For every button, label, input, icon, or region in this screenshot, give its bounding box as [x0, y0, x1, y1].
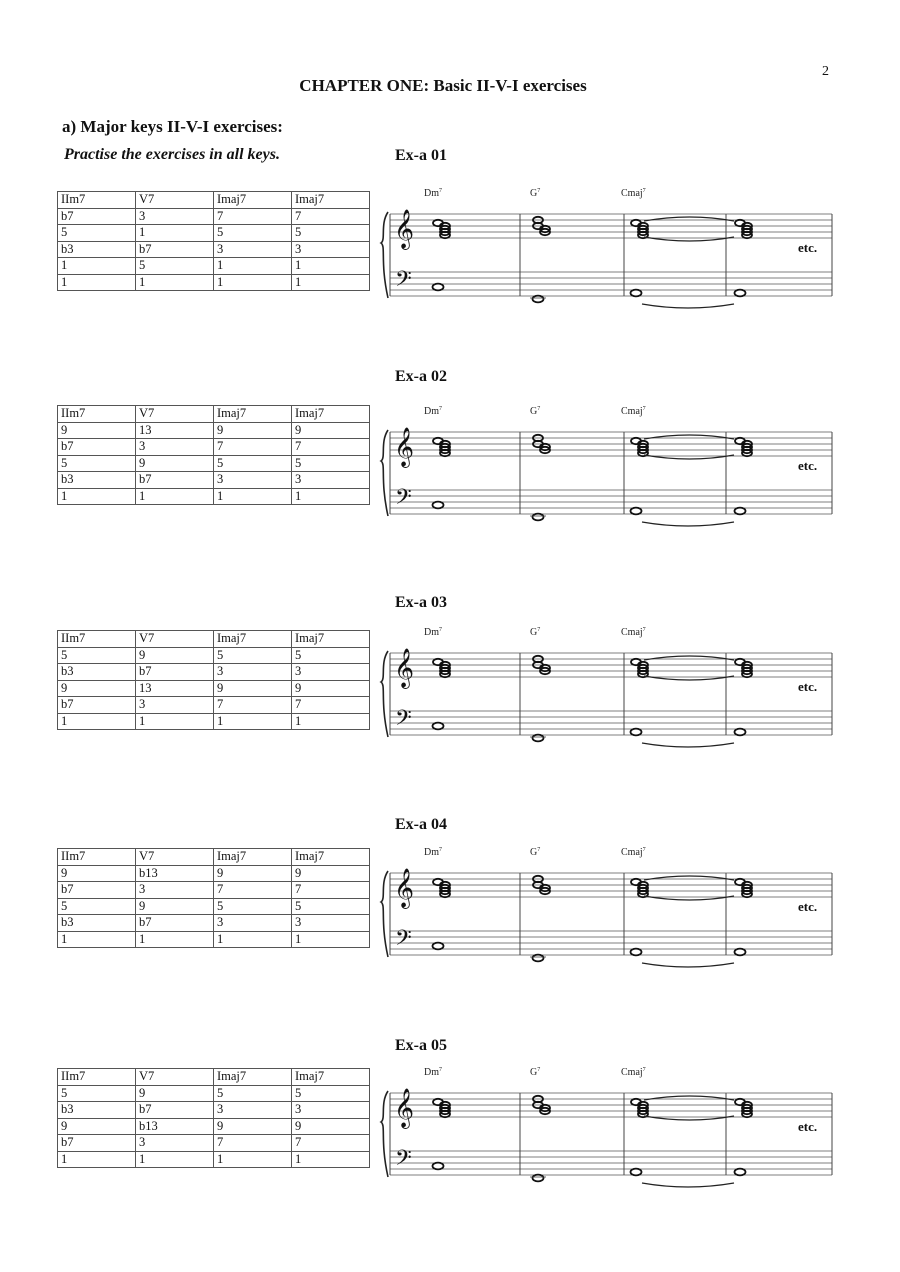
- table-header-cell: IIm7: [58, 1069, 136, 1086]
- staff-lines: [390, 1093, 832, 1175]
- table-cell: 1: [136, 225, 214, 242]
- table-cell: 9: [136, 1085, 214, 1102]
- table-row: [58, 422, 370, 439]
- table-cell: 3: [136, 1135, 214, 1152]
- bass-note: [631, 949, 642, 956]
- table-header-cell: IIm7: [58, 631, 136, 648]
- table-row: [58, 680, 370, 697]
- treble-clef-icon: 𝄞: [394, 648, 415, 688]
- table-cell: 9: [292, 865, 370, 882]
- tie-marks: [642, 435, 734, 526]
- table-cell: 5: [214, 455, 292, 472]
- table-cell: 1: [292, 713, 370, 730]
- chord-notes: [631, 438, 648, 456]
- treble-clef-icon: 𝄞: [394, 209, 415, 249]
- table-cell: 1: [58, 931, 136, 948]
- table-row: [58, 713, 370, 730]
- table-cell: 5: [292, 898, 370, 915]
- table-header-cell: Imaj7: [292, 1069, 370, 1086]
- table-row: [58, 208, 370, 225]
- bass-note: [433, 723, 444, 730]
- table-row: [58, 488, 370, 505]
- chord-notes: [631, 659, 648, 677]
- table-row: [58, 915, 370, 932]
- example-title-5: Ex-a 05: [395, 1037, 447, 1054]
- chord-symbol: Dm$^7$: [424, 1067, 442, 1078]
- table-row: [58, 1102, 370, 1119]
- table-cell: b13: [136, 1118, 214, 1135]
- table-header-row: [58, 406, 370, 423]
- table-cell: 3: [136, 697, 214, 714]
- table-header-cell: IIm7: [58, 849, 136, 866]
- chord-symbol: Dm$^7$: [424, 627, 442, 638]
- table-cell: 13: [136, 422, 214, 439]
- table-cell: 1: [292, 931, 370, 948]
- table-cell: 3: [292, 1102, 370, 1119]
- table-row: [58, 931, 370, 948]
- tie-marks: [642, 1096, 734, 1187]
- bass-note: [631, 729, 642, 736]
- table-cell: b3: [58, 472, 136, 489]
- chord-notes: [433, 1099, 450, 1117]
- table-cell: 3: [214, 241, 292, 258]
- table-header-cell: Imaj7: [292, 192, 370, 209]
- bass-note: [735, 729, 746, 736]
- table-header-row: [58, 849, 370, 866]
- bass-clef-icon: 𝄢: [395, 706, 412, 736]
- etc-label: etc.: [798, 679, 818, 694]
- score-5: [378, 1063, 838, 1193]
- table-cell: 1: [214, 488, 292, 505]
- table-header-cell: Imaj7: [292, 631, 370, 648]
- table-cell: 3: [136, 208, 214, 225]
- chord-symbol: $G^7$: [530, 847, 541, 858]
- table-cell: 5: [292, 1085, 370, 1102]
- table-cell: 9: [136, 898, 214, 915]
- table-cell: b7: [58, 1135, 136, 1152]
- table-cell: 3: [292, 664, 370, 681]
- table-cell: 1: [58, 1151, 136, 1168]
- table-cell: 9: [292, 680, 370, 697]
- bass-note: [533, 514, 544, 521]
- table-header-cell: V7: [136, 192, 214, 209]
- table-cell: 5: [292, 647, 370, 664]
- chord-symbol: Cmaj$^7$: [621, 406, 646, 417]
- chord-symbol: $G^7$: [530, 188, 541, 199]
- treble-clef-icon: 𝄞: [394, 427, 415, 467]
- chord-symbol: Cmaj$^7$: [621, 188, 646, 199]
- table-cell: 5: [292, 225, 370, 242]
- treble-clef-icon: 𝄞: [394, 868, 415, 908]
- chord-notes: [735, 879, 752, 897]
- score-1: [378, 184, 838, 314]
- bass-note: [735, 290, 746, 297]
- table-cell: 7: [214, 697, 292, 714]
- bass-note: [533, 735, 544, 742]
- table-header-cell: IIm7: [58, 192, 136, 209]
- chord-notes: [735, 438, 752, 456]
- bass-note: [533, 955, 544, 962]
- table-cell: 13: [136, 680, 214, 697]
- table-cell: 1: [292, 488, 370, 505]
- table-row: [58, 865, 370, 882]
- table-cell: 5: [58, 898, 136, 915]
- chord-symbol: $G^7$: [530, 406, 541, 417]
- table-cell: b7: [58, 439, 136, 456]
- table-row: [58, 241, 370, 258]
- table-cell: 3: [292, 915, 370, 932]
- table-row: [58, 439, 370, 456]
- table-cell: 3: [214, 472, 292, 489]
- staff-lines: [390, 432, 832, 514]
- table-header-cell: V7: [136, 406, 214, 423]
- score-4: [378, 843, 838, 973]
- table-header-cell: V7: [136, 631, 214, 648]
- bass-note: [433, 1163, 444, 1170]
- table-cell: 3: [136, 882, 214, 899]
- table-cell: 3: [214, 915, 292, 932]
- bass-note: [631, 290, 642, 297]
- table-cell: 1: [58, 258, 136, 275]
- table-cell: b7: [136, 1102, 214, 1119]
- chord-symbol: $G^7$: [530, 627, 541, 638]
- table-cell: 1: [136, 488, 214, 505]
- table-cell: 7: [292, 882, 370, 899]
- table-row: [58, 472, 370, 489]
- instruction-text: Practise the exercises in all keys.: [64, 146, 280, 163]
- table-header-cell: IIm7: [58, 406, 136, 423]
- table-cell: 9: [58, 865, 136, 882]
- table-cell: 9: [136, 647, 214, 664]
- chord-symbol: Cmaj$^7$: [621, 847, 646, 858]
- table-cell: 1: [214, 274, 292, 291]
- bass-note: [735, 949, 746, 956]
- table-cell: b7: [136, 915, 214, 932]
- table-cell: 9: [214, 865, 292, 882]
- chapter-title: CHAPTER ONE: Basic II-V-I exercises: [299, 76, 587, 95]
- chord-symbol: Cmaj$^7$: [621, 1067, 646, 1078]
- table-cell: 5: [214, 647, 292, 664]
- etc-label: etc.: [798, 1119, 818, 1134]
- chord-notes: [631, 879, 648, 897]
- chord-notes: [433, 220, 450, 238]
- bass-note: [533, 1175, 544, 1182]
- bass-note: [433, 284, 444, 291]
- degree-table-1: [57, 191, 370, 291]
- bass-note: [631, 1169, 642, 1176]
- table-header-row: [58, 631, 370, 648]
- system-brace: [381, 1091, 388, 1177]
- table-cell: 7: [214, 1135, 292, 1152]
- table-cell: 9: [214, 1118, 292, 1135]
- table-cell: 5: [214, 1085, 292, 1102]
- table-row: [58, 274, 370, 291]
- chord-symbol: Dm$^7$: [424, 188, 442, 199]
- degree-table-3: [57, 630, 370, 730]
- bass-note: [533, 296, 544, 303]
- table-header-cell: Imaj7: [214, 406, 292, 423]
- table-cell: 3: [292, 472, 370, 489]
- section-heading: a) Major keys II-V-I exercises:: [62, 117, 283, 136]
- table-cell: 1: [292, 274, 370, 291]
- table-header-cell: Imaj7: [214, 849, 292, 866]
- table-header-cell: Imaj7: [292, 849, 370, 866]
- table-cell: 1: [214, 713, 292, 730]
- table-header-cell: Imaj7: [292, 406, 370, 423]
- table-cell: 9: [136, 455, 214, 472]
- staff-lines: [390, 873, 832, 955]
- table-cell: 1: [292, 1151, 370, 1168]
- tie-marks: [642, 656, 734, 747]
- bass-note: [433, 943, 444, 950]
- chord-symbol: Dm$^7$: [424, 847, 442, 858]
- table-cell: b7: [58, 882, 136, 899]
- table-cell: 1: [214, 931, 292, 948]
- etc-label: etc.: [798, 899, 818, 914]
- table-cell: 1: [214, 1151, 292, 1168]
- table-cell: 5: [136, 258, 214, 275]
- table-cell: 3: [214, 1102, 292, 1119]
- table-row: [58, 1085, 370, 1102]
- treble-clef-icon: 𝄞: [394, 1088, 415, 1128]
- table-cell: 9: [58, 422, 136, 439]
- table-row: [58, 647, 370, 664]
- bass-clef-icon: 𝄢: [395, 267, 412, 297]
- table-cell: 1: [136, 713, 214, 730]
- degree-table-5: [57, 1068, 370, 1168]
- table-row: [58, 898, 370, 915]
- table-header-cell: V7: [136, 849, 214, 866]
- table-cell: b3: [58, 1102, 136, 1119]
- table-row: [58, 1118, 370, 1135]
- table-cell: 5: [58, 225, 136, 242]
- table-cell: 5: [292, 455, 370, 472]
- system-brace: [381, 651, 388, 737]
- bass-clef-icon: 𝄢: [395, 485, 412, 515]
- chord-notes: [631, 1099, 648, 1117]
- table-cell: 7: [292, 1135, 370, 1152]
- table-cell: b3: [58, 664, 136, 681]
- score-3: [378, 623, 838, 753]
- chord-symbol: $G^7$: [530, 1067, 541, 1078]
- chord-notes: [735, 220, 752, 238]
- table-row: [58, 882, 370, 899]
- table-cell: 1: [214, 258, 292, 275]
- table-cell: 7: [292, 439, 370, 456]
- table-cell: b7: [58, 208, 136, 225]
- chord-symbol: Cmaj$^7$: [621, 627, 646, 638]
- table-cell: b7: [58, 697, 136, 714]
- table-row: [58, 697, 370, 714]
- bass-note: [735, 508, 746, 515]
- table-cell: 5: [58, 1085, 136, 1102]
- table-cell: 1: [136, 931, 214, 948]
- tie-marks: [642, 217, 734, 308]
- table-row: [58, 1135, 370, 1152]
- chord-notes: [631, 220, 648, 238]
- table-cell: b3: [58, 241, 136, 258]
- chord-notes: [433, 659, 450, 677]
- score-2: [378, 402, 838, 532]
- table-header-row: [58, 192, 370, 209]
- table-header-cell: V7: [136, 1069, 214, 1086]
- staff-lines: [390, 653, 832, 735]
- etc-label: etc.: [798, 240, 818, 255]
- table-cell: 5: [214, 898, 292, 915]
- chord-symbol: Dm$^7$: [424, 406, 442, 417]
- example-title-3: Ex-a 03: [395, 594, 447, 611]
- bass-note: [735, 1169, 746, 1176]
- table-cell: 7: [214, 882, 292, 899]
- table-cell: 5: [58, 455, 136, 472]
- page-number: 2: [822, 64, 829, 79]
- table-row: [58, 258, 370, 275]
- degree-table-2: [57, 405, 370, 505]
- table-cell: 7: [292, 208, 370, 225]
- table-header-cell: Imaj7: [214, 1069, 292, 1086]
- table-row: [58, 1151, 370, 1168]
- staff-lines: [390, 214, 832, 296]
- table-row: [58, 225, 370, 242]
- table-cell: b3: [58, 915, 136, 932]
- system-brace: [381, 430, 388, 516]
- system-brace: [381, 212, 388, 298]
- chord-notes: [433, 438, 450, 456]
- chord-notes: [735, 1099, 752, 1117]
- table-cell: 3: [136, 439, 214, 456]
- table-cell: 1: [58, 713, 136, 730]
- table-cell: b7: [136, 664, 214, 681]
- bass-note: [631, 508, 642, 515]
- table-cell: 1: [136, 1151, 214, 1168]
- table-row: [58, 455, 370, 472]
- table-cell: 1: [58, 274, 136, 291]
- table-cell: 3: [214, 664, 292, 681]
- table-header-cell: Imaj7: [214, 631, 292, 648]
- table-cell: b13: [136, 865, 214, 882]
- system-brace: [381, 871, 388, 957]
- table-header-cell: Imaj7: [214, 192, 292, 209]
- table-cell: 1: [136, 274, 214, 291]
- chord-notes: [735, 659, 752, 677]
- table-cell: 5: [214, 225, 292, 242]
- table-cell: b7: [136, 241, 214, 258]
- chord-notes: [433, 879, 450, 897]
- tie-marks: [642, 876, 734, 967]
- table-cell: 9: [58, 680, 136, 697]
- table-cell: 9: [58, 1118, 136, 1135]
- table-row: [58, 664, 370, 681]
- bass-clef-icon: 𝄢: [395, 1146, 412, 1176]
- table-cell: 3: [292, 241, 370, 258]
- bass-clef-icon: 𝄢: [395, 926, 412, 956]
- example-title-4: Ex-a 04: [395, 816, 447, 833]
- table-cell: 9: [292, 422, 370, 439]
- table-cell: b7: [136, 472, 214, 489]
- table-cell: 1: [292, 258, 370, 275]
- example-title-1: Ex-a 01: [395, 147, 447, 164]
- table-cell: 9: [292, 1118, 370, 1135]
- table-cell: 7: [214, 439, 292, 456]
- table-cell: 7: [292, 697, 370, 714]
- table-cell: 5: [58, 647, 136, 664]
- bass-note: [433, 502, 444, 509]
- table-cell: 7: [214, 208, 292, 225]
- table-cell: 1: [58, 488, 136, 505]
- degree-table-4: [57, 848, 370, 948]
- example-title-2: Ex-a 02: [395, 368, 447, 385]
- table-cell: 9: [214, 422, 292, 439]
- table-header-row: [58, 1069, 370, 1086]
- table-cell: 9: [214, 680, 292, 697]
- etc-label: etc.: [798, 458, 818, 473]
